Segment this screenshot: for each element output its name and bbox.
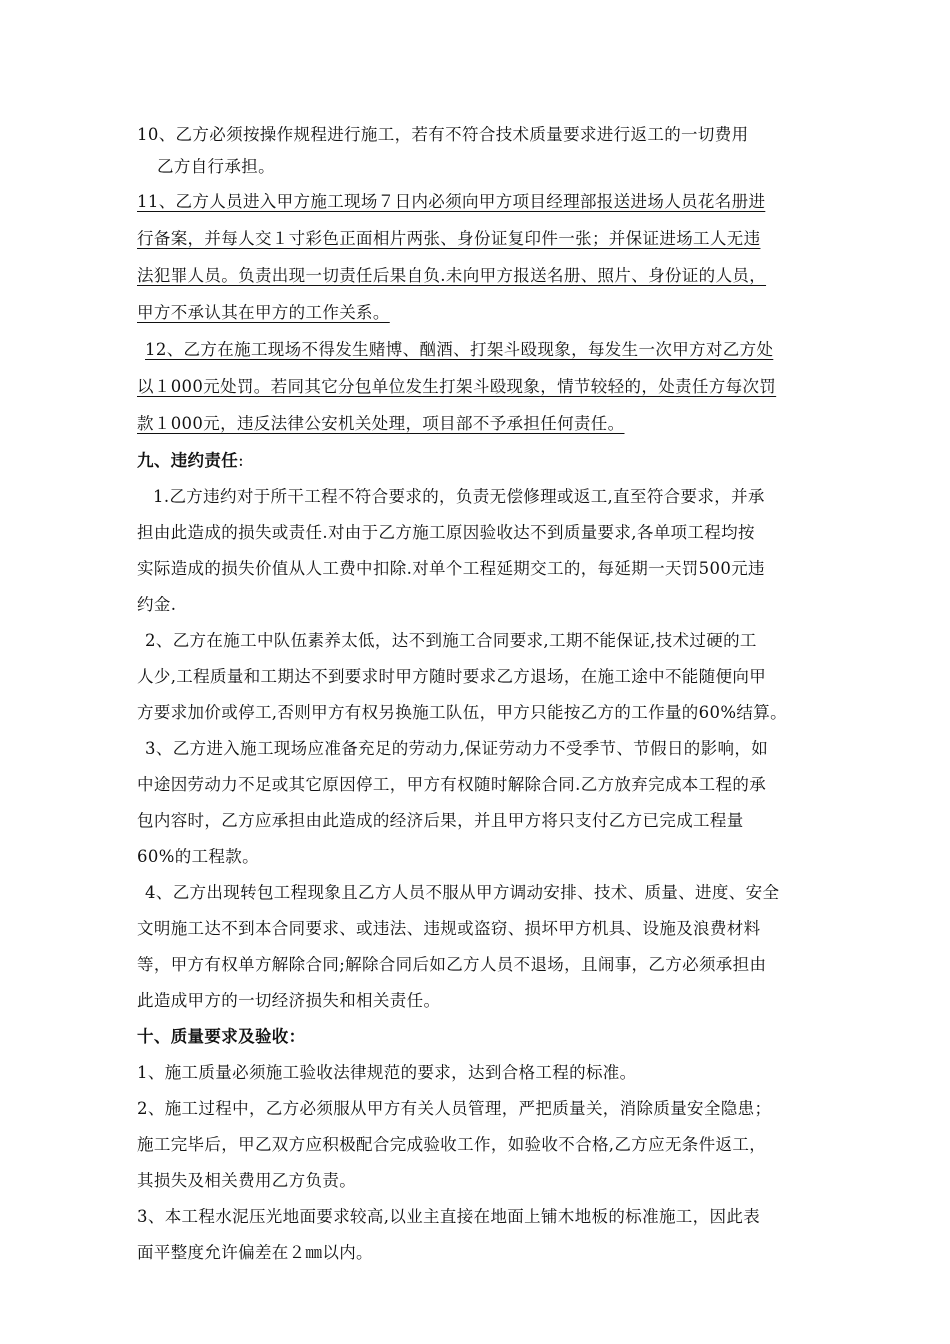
section-9-item-2-line-2: 人少,工程质量和工期达不到要求时甲方随时要求乙方退场，在施工途中不能随便向甲	[137, 667, 767, 686]
section-10-item-2-line-2: 施工完毕后，甲乙双方应积极配合完成验收工作，如验收不合格,乙方应无条件返工，	[137, 1135, 767, 1154]
clause-10-line-1: 10、乙方必须按操作规程进行施工，若有不符合技术质量要求进行返工的一切费用	[137, 125, 749, 144]
section-9-item-4-line-1: 4、乙方出现转包工程现象且乙方人员不服从甲方调动安排、技术、质量、进度、安全	[145, 883, 780, 902]
section-9-item-1-line-1: 1.乙方违约对于所干工程不符合要求的，负责无偿修理或返工,直至符合要求，并承	[153, 487, 765, 506]
section-9-item-3-line-3: 包内容时，乙方应承担由此造成的经济后果，并且甲方将只支付乙方已完成工程量	[137, 811, 744, 830]
section-9-item-1-line-3: 实际造成的损失价值从人工费中扣除.对单个工程延期交工的，每延期一天罚500元违	[137, 559, 765, 578]
clause-12-line-1: 12、乙方在施工现场不得发生赌博、酗酒、打架斗殴现象，每发生一次甲方对乙方处	[145, 340, 774, 359]
clause-11-line-2: 行备案，并每人交１寸彩色正面相片两张、身份证复印件一张；并保证进场工人无违	[137, 229, 761, 248]
section-9-item-4-line-4: 此造成甲方的一切经济损失和相关责任。	[137, 991, 441, 1010]
section-9-item-2-line-1: 2、乙方在施工中队伍素养太低，达不到施工合同要求,工期不能保证,技术过硬的工	[145, 631, 757, 650]
clause-10-line-2: 乙方自行承担。	[157, 157, 275, 176]
section-9-item-3-line-2: 中途因劳动力不足或其它原因停工，甲方有权随时解除合同.乙方放弃完成本工程的承	[137, 775, 767, 794]
section-9-heading-colon: :	[238, 451, 245, 470]
section-9-heading-text: 九、违约责任	[137, 451, 239, 470]
section-9-item-1-line-2: 担由此造成的损失或责任.对由于乙方施工原因验收达不到质量要求,各单项工程均按	[137, 523, 755, 542]
clause-12-line-3: 款１000元，违反法律公安机关处理，项目部不予承担任何责任。	[137, 414, 625, 433]
section-10-item-1-line-1: 1、施工质量必须施工验收法律规范的要求，达到合格工程的标准。	[137, 1063, 637, 1082]
section-10-heading: 十、质量要求及验收：	[137, 1027, 306, 1046]
section-9-item-1-line-4: 约金.	[137, 595, 177, 614]
section-9-item-3-line-4: 60%的工程款。	[137, 847, 259, 866]
section-10-item-3-line-1: 3、本工程水泥压光地面要求较高,以业主直接在地面上铺木地板的标准施工，因此表	[137, 1207, 761, 1226]
section-10-item-2-line-1: 2、施工过程中，乙方必须服从甲方有关人员管理，严把质量关，消除质量安全隐患；	[137, 1099, 772, 1118]
section-9-item-4-line-3: 等，甲方有权单方解除合同;解除合同后如乙方人员不退场，且闹事，乙方必须承担由	[137, 955, 767, 974]
section-10-item-3-line-2: 面平整度允许偏差在２㎜以内。	[137, 1243, 373, 1262]
clause-11-line-1: 11、乙方人员进入甲方施工现场７日内必须向甲方项目经理部报送进场人员花名册进	[137, 192, 766, 211]
section-9-heading	[137, 447, 244, 471]
section-9-item-2-line-3: 方要求加价或停工,否则甲方有权另换施工队伍，甲方只能按乙方的工作量的60%结算。	[137, 703, 787, 722]
section-9-item-3-line-1: 3、乙方进入施工现场应准备充足的劳动力,保证劳动力不受季节、节假日的影响，如	[145, 739, 769, 758]
clause-11-line-4: 甲方不承认其在甲方的工作关系。	[137, 303, 390, 322]
section-9-item-4-line-2: 文明施工达不到本合同要求、或违法、违规或盗窃、损坏甲方机具、设施及浪费材料	[137, 919, 761, 938]
clause-11-line-3: 法犯罪人员。负责出现一切责任后果自负.未向甲方报送名册、照片、身份证的人员，	[137, 266, 767, 285]
clause-12-line-2: 以１000元处罚。若同其它分包单位发生打架斗殴现象，情节较轻的，处责任方每次罚	[137, 377, 777, 396]
section-10-item-2-line-3: 其损失及相关费用乙方负责。	[137, 1171, 357, 1190]
